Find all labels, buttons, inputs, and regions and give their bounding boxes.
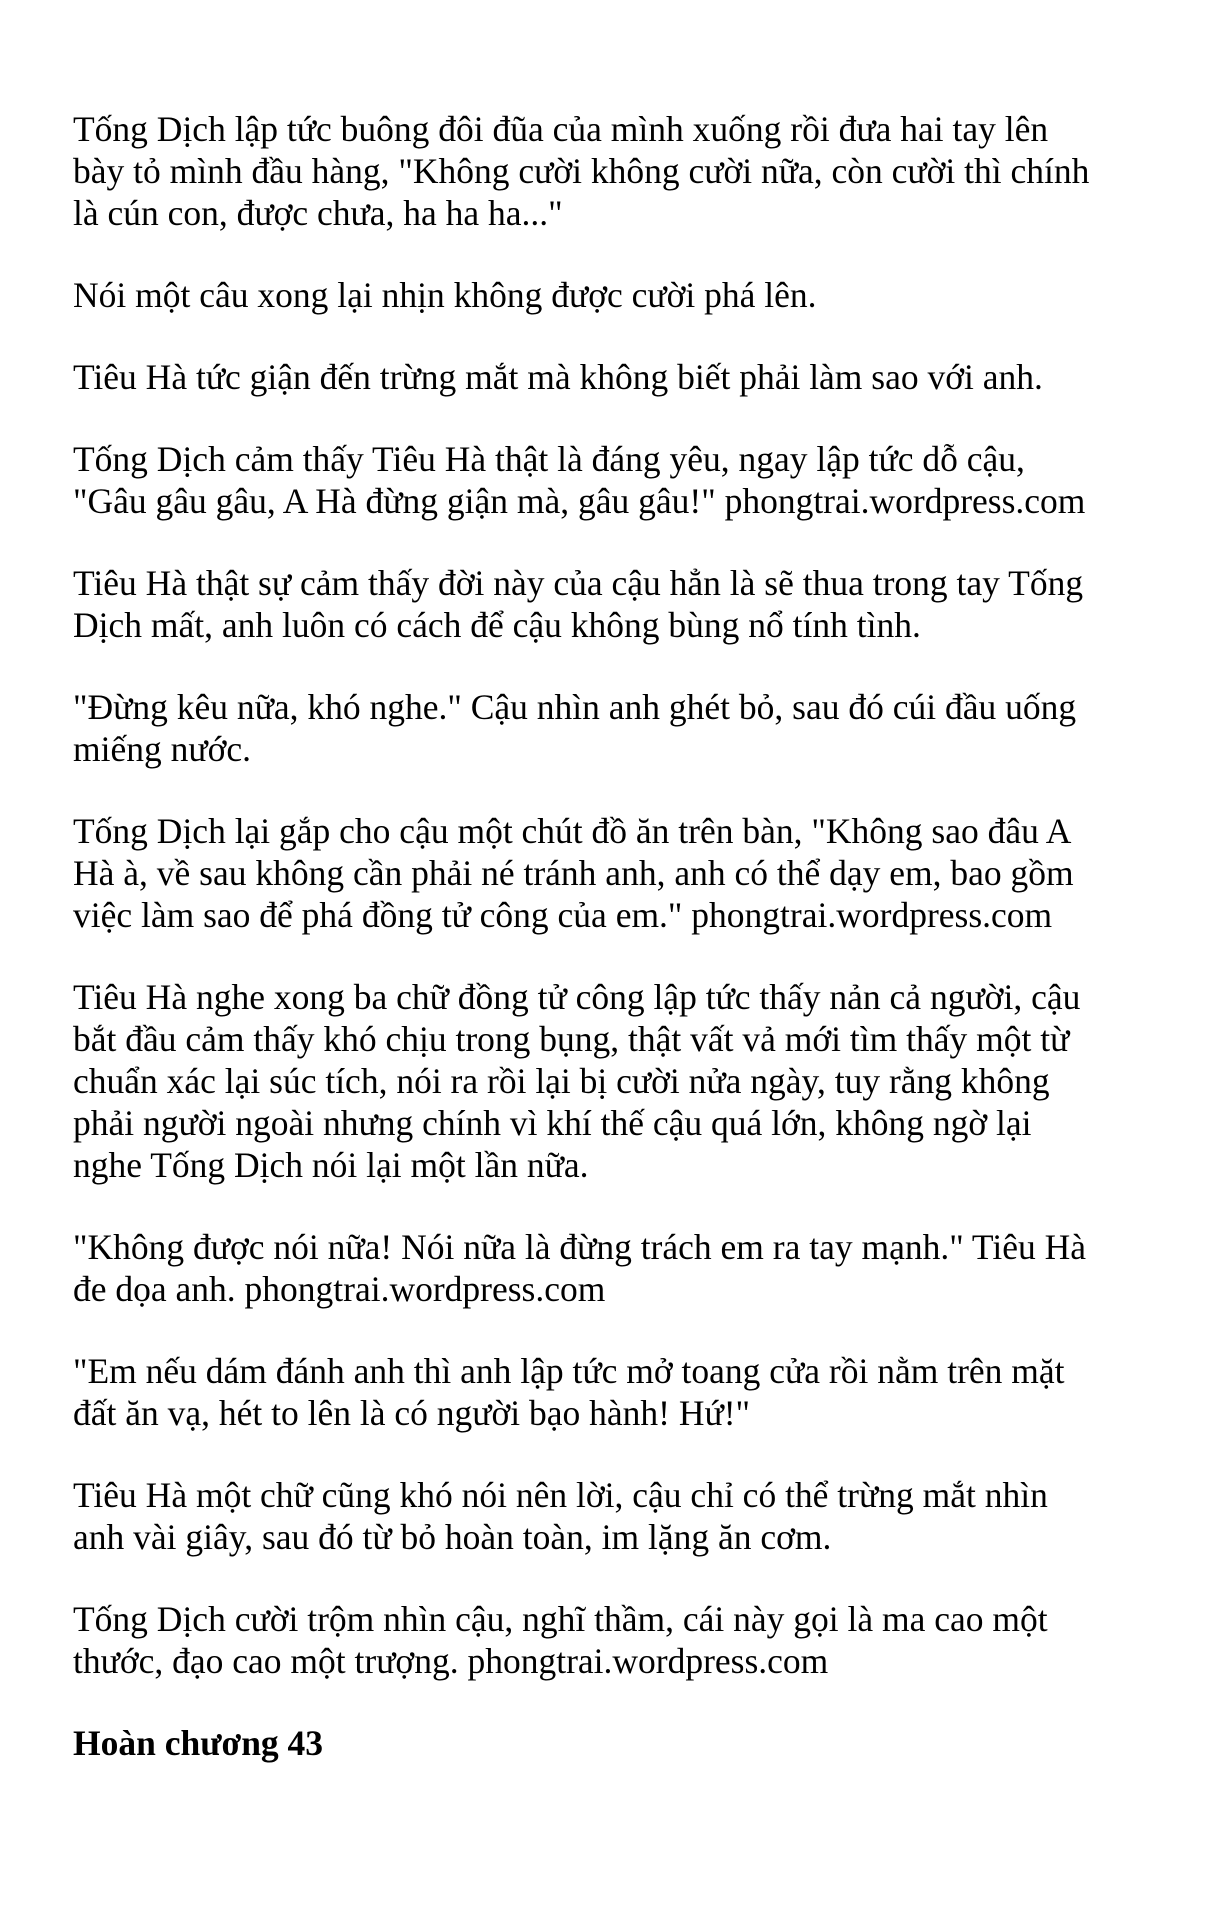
- text-line: "Gâu gâu gâu, A Hà đừng giận mà, gâu gâu!" phongtrai.wordpress.com: [73, 481, 1086, 521]
- paragraph: [73, 1350, 1153, 1434]
- paragraph: [73, 438, 1153, 522]
- document-page: [73, 108, 1153, 1764]
- text-line: Tống Dịch lập tức buông đôi đũa của mình xuống rồi đưa hai tay lên: [73, 109, 1049, 149]
- paragraph: [73, 1598, 1153, 1682]
- paragraph: [73, 562, 1153, 646]
- text-line: "Em nếu dám đánh anh thì anh lập tức mở toang cửa rồi nằm trên mặt: [73, 1351, 1065, 1391]
- text-line: bắt đầu cảm thấy khó chịu trong bụng, thật vất vả mới tìm thấy một từ: [73, 1019, 1070, 1059]
- paragraph: [73, 274, 1153, 316]
- text-line: đất ăn vạ, hét to lên là có người bạo hành! Hứ!": [73, 1393, 751, 1433]
- text-line: thước, đạo cao một trượng. phongtrai.wordpress.com: [73, 1641, 829, 1681]
- paragraph: [73, 810, 1153, 936]
- text-line: Tiêu Hà nghe xong ba chữ đồng tử công lập tức thấy nản cả người, cậu: [73, 977, 1081, 1017]
- text-line: Tống Dịch cảm thấy Tiêu Hà thật là đáng yêu, ngay lập tức dỗ cậu,: [73, 439, 1025, 479]
- text-line: Dịch mất, anh luôn có cách để cậu không bùng nổ tính tình.: [73, 605, 921, 645]
- text-line: đe dọa anh. phongtrai.wordpress.com: [73, 1269, 606, 1309]
- text-line: bày tỏ mình đầu hàng, "Không cười không cười nữa, còn cười thì chính: [73, 151, 1090, 191]
- text-line: Nói một câu xong lại nhịn không được cười phá lên.: [73, 275, 817, 315]
- text-line: anh vài giây, sau đó từ bỏ hoàn toàn, im lặng ăn cơm.: [73, 1517, 832, 1557]
- text-line: phải người ngoài nhưng chính vì khí thế cậu quá lớn, không ngờ lại: [73, 1103, 1032, 1143]
- text-line: miếng nước.: [73, 729, 252, 769]
- text-line: Tống Dịch lại gắp cho cậu một chút đồ ăn trên bàn, "Không sao đâu A: [73, 811, 1072, 851]
- text-line: là cún con, được chưa, ha ha ha...": [73, 193, 563, 233]
- paragraph: [73, 108, 1153, 234]
- text-line: việc làm sao để phá đồng tử công của em." phongtrai.wordpress.com: [73, 895, 1053, 935]
- paragraph: [73, 686, 1153, 770]
- chapter-end-heading: Hoàn chương 43: [73, 1723, 324, 1763]
- paragraph: [73, 1226, 1153, 1310]
- text-line: "Không được nói nữa! Nói nữa là đừng trách em ra tay mạnh." Tiêu Hà: [73, 1227, 1086, 1267]
- text-line: Tiêu Hà thật sự cảm thấy đời này của cậu hẳn là sẽ thua trong tay Tống: [73, 563, 1084, 603]
- text-line: Tiêu Hà tức giận đến trừng mắt mà không biết phải làm sao với anh.: [73, 357, 1043, 397]
- text-line: Tiêu Hà một chữ cũng khó nói nên lời, cậu chỉ có thể trừng mắt nhìn: [73, 1475, 1048, 1515]
- text-line: chuẩn xác lại súc tích, nói ra rồi lại bị cười nửa ngày, tuy rằng không: [73, 1061, 1050, 1101]
- text-line: "Đừng kêu nữa, khó nghe." Cậu nhìn anh ghét bỏ, sau đó cúi đầu uống: [73, 687, 1077, 727]
- text-line: Hà à, về sau không cần phải né tránh anh, anh có thể dạy em, bao gồm: [73, 853, 1074, 893]
- text-line: nghe Tống Dịch nói lại một lần nữa.: [73, 1145, 589, 1185]
- paragraph: [73, 976, 1153, 1186]
- paragraph: [73, 1474, 1153, 1558]
- text-line: Tống Dịch cười trộm nhìn cậu, nghĩ thầm, cái này gọi là ma cao một: [73, 1599, 1048, 1639]
- paragraph: [73, 356, 1153, 398]
- paragraph-list: [73, 108, 1153, 1682]
